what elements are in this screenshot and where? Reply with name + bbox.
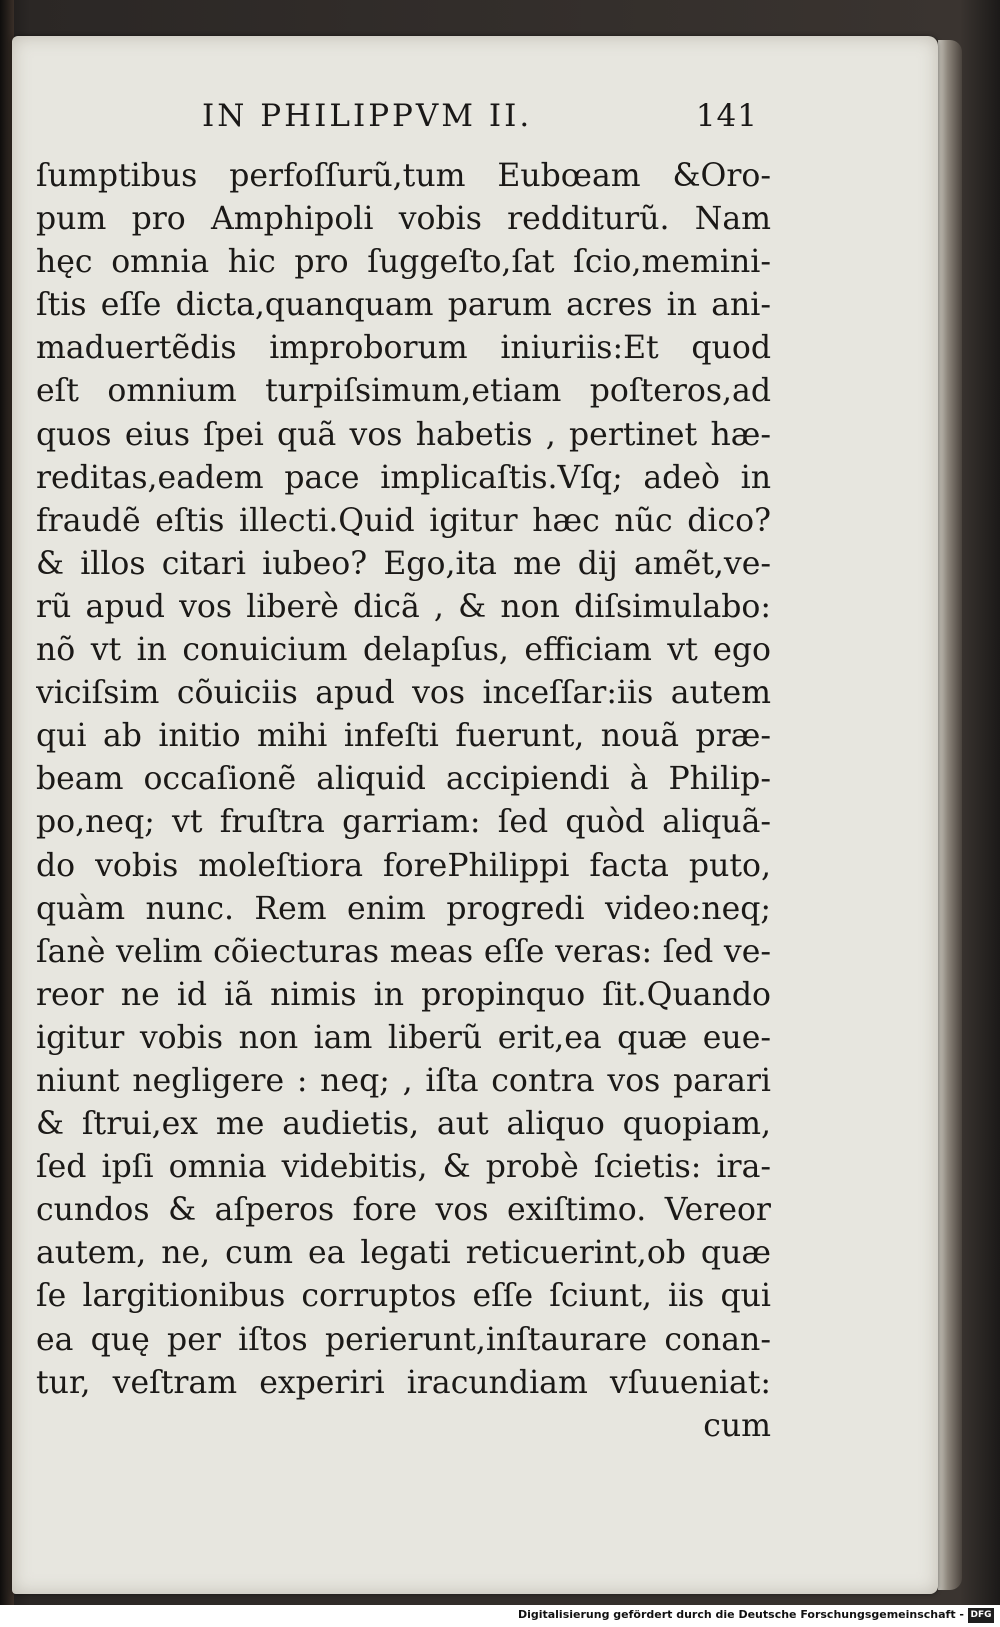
text-line: pum pro Amphipoli vobis redditurũ. Nam [36,201,771,238]
catchword: cum [703,1407,771,1444]
text-line: ſtis eſſe dicta,quanquam parum acres in ani- [36,287,771,324]
text-line: quàm nunc. Rem enim progredi video:neq; [36,890,771,927]
text-line: rũ apud vos liberè dicã , & non diſsimulabo: [36,588,771,625]
text-line: ſe largitionibus corruptos eſſe ſciunt, iis qui [36,1278,771,1315]
page-edge [938,40,962,1590]
page-number: 141 [695,98,758,134]
text-line: do vobis moleſtiora forePhilippi facta puto, [36,847,771,884]
text-line: beam occaſionẽ aliquid accipiendi à Philip- [36,761,771,798]
running-title: IN PHILIPPVM II. [202,98,533,134]
text-line: ea quę per iſtos perierunt,inſtaurare conan- [36,1321,771,1358]
text-line: cundos & aſperos fore vos exiſtimo. Vereor [36,1192,771,1229]
funding-credit: Digitalisierung gefördert durch die Deutsche Forschungsgemeinschaft - [517,1608,964,1621]
footer-bar [0,1605,1000,1627]
body-text [36,155,771,1448]
text-line: viciſsim cõuiciis apud vos inceſſar:iis autem [36,675,771,712]
text-line: igitur vobis non iam liberũ erit,ea quæ eue- [36,1019,771,1056]
text-line: ſumptibus perfoſſurũ,tum Eubœam &Oro- [36,158,771,194]
dfg-logo: DFG [968,1608,994,1623]
text-line: po,neq; vt fruſtra garriam: ſed quòd aliquã- [36,804,771,841]
text-line: qui ab initio mihi infeſti fuerunt, nouã præ- [36,718,771,755]
text-line: & ſtrui,ex me audietis, aut aliquo quopiam, [36,1106,771,1143]
text-line: tur, veſtram experiri iracundiam vſuueniat: [36,1364,771,1401]
text-line: ſed ipſi omnia videbitis, & probè ſcietis: ira- [36,1149,771,1186]
text-line: eſt omnium turpiſsimum,etiam poſteros,ad [36,373,771,410]
text-line: autem, ne, cum ea legati reticuerint,ob quæ [36,1235,771,1272]
text-line: ſanè velim cõiecturas meas eſſe veras: ſed ve- [36,933,771,970]
text-line: hęc omnia hic pro ſuggeſto,ſat ſcio,memini- [36,244,771,281]
text-line: niunt negligere : neq; , iſta contra vos parari [36,1062,771,1099]
text-line: fraudẽ eſtis illecti.Quid igitur hæc nũc dico? [36,502,771,539]
text-line: maduertẽdis improborum iniuriis:Et quod [36,330,771,367]
running-head [202,98,758,142]
text-line: nõ vt in conuicium delapſus, efficiam vt ego [36,632,771,669]
text-line: quos eius ſpei quã vos habetis , pertinet hæ- [36,416,771,453]
text-line: reor ne id iã nimis in propinquo ſit.Quando [36,976,771,1013]
text-line: reditas,eadem pace implicaſtis.Vſq; adeò in [36,459,771,496]
text-line: & illos citari iubeo? Ego,ita me dij amẽt,ve- [36,545,771,582]
